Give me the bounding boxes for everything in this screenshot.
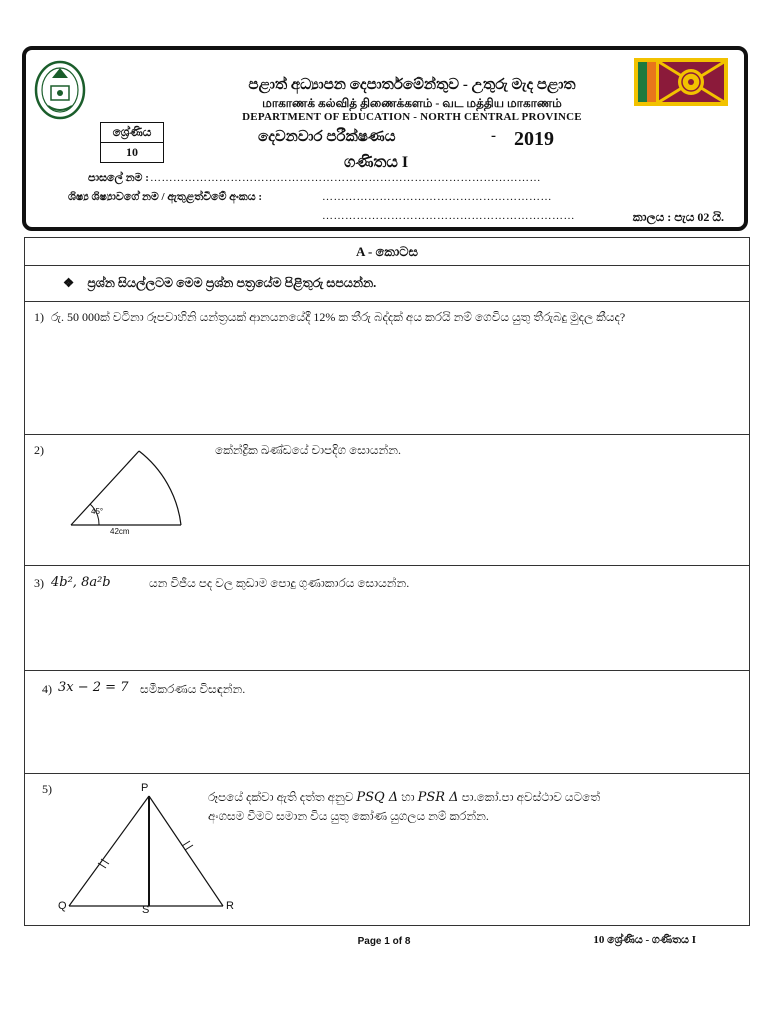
- grade-value: 10: [101, 143, 164, 163]
- question-math: 3x − 2 = 7: [58, 680, 129, 695]
- vertex-label-p: P: [141, 782, 149, 794]
- question-text: යන විජීය පද වල කුඩාම පොදු ගුණාකාරය සොයන්න.: [149, 576, 410, 590]
- instruction-row: [25, 266, 749, 302]
- question-math: 4b², 8a²b: [51, 575, 111, 590]
- vertex-label-s: S: [142, 904, 150, 916]
- question-3: [25, 566, 749, 671]
- province-flag-icon: [634, 58, 728, 106]
- header-box: [22, 46, 748, 231]
- question-text: රු. 50 000ක් වටිනා රූපවාහිනි යන්ත්‍රයක් ආනයනයේදී 12% ක තීරු බද්දක් අය කරයි නම් ගෙවිය යුතු තීරුබදු මුදල කීයද?: [51, 310, 626, 324]
- questions-table: [24, 237, 750, 926]
- question-4: [25, 671, 749, 774]
- student-name-field[interactable]: ……………………………………………………: [322, 191, 552, 203]
- department-title-sinhala: පළාත් අධ්‍යාපන දෙපාර්තමේන්තුව - උතුරු මැද පළාත: [248, 77, 576, 93]
- question-number: 2): [34, 443, 44, 457]
- question-text: කේන්ද්‍රික ඛණ්ඩයේ චාපදිග සොයන්න.: [215, 443, 401, 457]
- student-name-label: ශිෂ්‍ය ශිෂ්‍යාවගේ නම / ඇතුළත්වීමේ අංකය :: [68, 191, 263, 203]
- school-name-label: පාසලේ නම :: [88, 172, 149, 184]
- exam-name: දෙවනවාර පරීක්ෂණය: [258, 129, 396, 145]
- angle-label: 45°: [91, 507, 104, 516]
- question-1: [25, 302, 749, 435]
- question-2: [25, 435, 749, 566]
- school-name-field[interactable]: …………………………………………………………………………………………: [150, 172, 541, 184]
- question-number: 5): [42, 782, 52, 796]
- vertex-label-q: Q: [58, 900, 67, 912]
- instruction-bullet-icon: ❖: [63, 276, 75, 290]
- department-title-tamil: மாகாணக் கல்வித் திணைக்களம் - வட மத்திய மாகாணம்: [262, 96, 562, 110]
- grade-table: [100, 122, 164, 163]
- question-text-line2: අංගසම වීමට සමාන විය යුතු කෝණ යුගලය නම් කරන්න.: [208, 809, 489, 823]
- sector-diagram: [65, 441, 195, 543]
- provincial-emblem-icon: [34, 56, 86, 120]
- question-number: 4): [42, 682, 52, 696]
- grade-label: ශ්‍රේණිය: [101, 123, 164, 143]
- subject-title: ගණිතය I: [344, 154, 409, 171]
- exam-year: 2019: [514, 128, 554, 150]
- department-title-english: DEPARTMENT OF EDUCATION - NORTH CENTRAL PROVINCE: [242, 111, 582, 123]
- question-number: 3): [34, 576, 44, 590]
- instruction-text: ප්‍රශ්න සියල්ලටම මෙම ප්‍රශ්න පත්‍රයේම පිළිතුරු සපයන්න.: [87, 276, 377, 290]
- radius-label: 42cm: [110, 527, 130, 536]
- index-number-field[interactable]: …………………………………………………………: [322, 210, 575, 222]
- part-a-title: A - කොටස: [25, 238, 749, 266]
- question-5: [25, 774, 749, 925]
- page-number: Page 1 of 8: [357, 936, 411, 947]
- footer-paper-code: 10 ශ්‍රේණිය - ගණිතය I: [593, 934, 696, 946]
- exam-dash: -: [491, 128, 496, 144]
- question-number: 1): [34, 310, 44, 324]
- question-text: සමීකරණය විසඳන්න.: [140, 682, 246, 696]
- exam-duration: කාලය : පැය 02 යි.: [632, 210, 724, 224]
- question-text-line1: රූපයේ දක්වා ඇති දත්ත අනුව PSQ Δ හා PSR Δ පා.කෝ.පා අවස්ථාව යටතේ: [208, 790, 601, 805]
- vertex-label-r: R: [226, 900, 234, 912]
